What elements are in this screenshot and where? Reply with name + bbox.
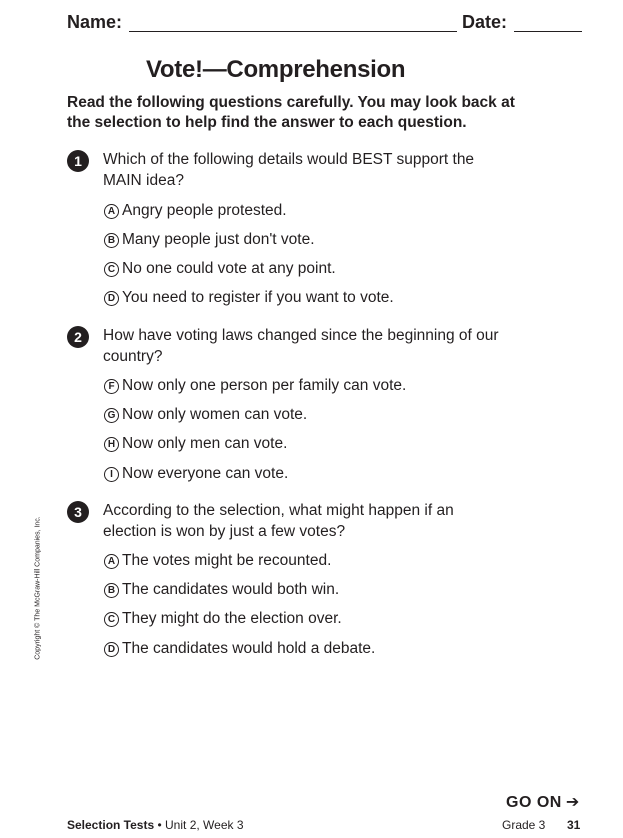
answer-bubble-icon[interactable]: C — [104, 262, 119, 277]
footer-separator: • — [154, 818, 166, 832]
page-number: 31 — [567, 818, 581, 832]
footer-unit: Unit 2, Week 3 — [165, 818, 244, 832]
page-title: Vote!—Comprehension — [146, 56, 406, 83]
option-text: Many people just don't vote. — [122, 231, 315, 248]
option-text: Now only one person per family can vote. — [122, 377, 407, 394]
answer-option[interactable] — [104, 230, 315, 250]
answer-bubble-icon[interactable]: F — [104, 379, 119, 394]
option-text: No one could vote at any point. — [122, 260, 336, 277]
date-label: Date: — [462, 12, 508, 32]
answer-bubble-icon[interactable]: A — [104, 554, 119, 569]
answer-option[interactable] — [104, 405, 307, 425]
option-text: Now everyone can vote. — [122, 465, 289, 482]
question-number: 2 — [67, 326, 89, 348]
option-text: They might do the election over. — [122, 610, 342, 627]
answer-bubble-icon[interactable]: A — [104, 204, 119, 219]
option-text: The votes might be recounted. — [122, 552, 332, 569]
question-number: 1 — [67, 150, 89, 172]
answer-option[interactable] — [104, 580, 339, 600]
question-number: 3 — [67, 501, 89, 523]
answer-bubble-icon[interactable]: G — [104, 408, 119, 423]
answer-option[interactable] — [104, 288, 394, 308]
option-text: Now only men can vote. — [122, 435, 288, 452]
footer-source — [67, 818, 244, 832]
answer-option[interactable] — [104, 464, 288, 484]
answer-option[interactable] — [104, 376, 406, 396]
name-label: Name: — [67, 12, 123, 32]
option-text: Angry people protested. — [122, 202, 287, 219]
question-text: How have voting laws changed since the beginning of our country? — [103, 327, 499, 365]
answer-option[interactable] — [104, 201, 287, 221]
answer-bubble-icon[interactable]: H — [104, 437, 119, 452]
option-text: Now only women can vote. — [122, 406, 308, 423]
name-blank[interactable] — [129, 31, 457, 32]
answer-bubble-icon[interactable]: D — [104, 642, 119, 657]
answer-option[interactable] — [104, 434, 287, 454]
answer-option[interactable] — [104, 609, 342, 629]
option-text: The candidates would both win. — [122, 581, 340, 598]
option-text: You need to register if you want to vote. — [122, 289, 394, 306]
header-row — [67, 12, 582, 36]
instructions: Read the following questions carefully. You may look back at the selection to help find the answer to each question. — [67, 94, 515, 131]
arrow-right-icon: ➔ — [565, 794, 580, 811]
go-on-label — [506, 792, 580, 812]
question-text: Which of the following details would BEST support the MAIN idea? — [103, 151, 475, 189]
answer-option[interactable] — [104, 259, 336, 279]
answer-bubble-icon[interactable]: D — [104, 291, 119, 306]
answer-option[interactable] — [104, 551, 331, 571]
go-on-text: GO ON — [506, 794, 562, 811]
footer-grade: Grade 3 — [502, 818, 546, 832]
answer-bubble-icon[interactable]: I — [104, 467, 119, 482]
answer-bubble-icon[interactable]: B — [104, 233, 119, 248]
option-text: The candidates would hold a debate. — [122, 640, 376, 657]
footer-series: Selection Tests — [67, 818, 155, 832]
answer-bubble-icon[interactable]: C — [104, 612, 119, 627]
copyright-notice: Copyright © The McGraw-Hill Companies, Inc. — [34, 516, 42, 660]
answer-option[interactable] — [104, 639, 375, 659]
date-blank[interactable] — [514, 31, 582, 32]
answer-bubble-icon[interactable]: B — [104, 583, 119, 598]
question-text: According to the selection, what might happen if an election is won by just a few votes? — [103, 502, 454, 540]
